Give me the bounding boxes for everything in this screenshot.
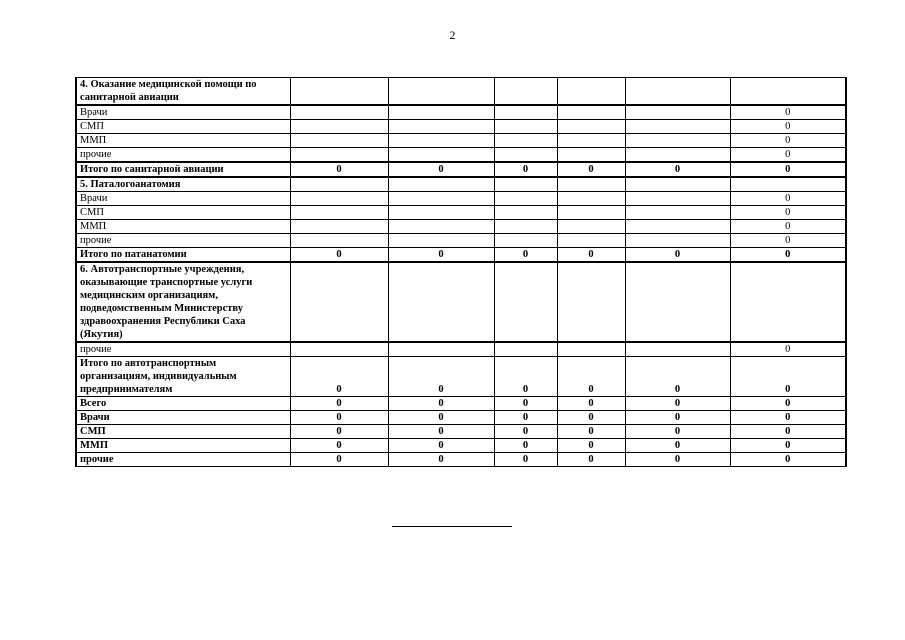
cell-value: 0 bbox=[557, 357, 625, 397]
cell-value bbox=[557, 177, 625, 192]
cell-value bbox=[625, 148, 730, 163]
cell-value: 0 bbox=[388, 248, 494, 263]
cell-value bbox=[494, 262, 557, 342]
row-label: ММП bbox=[76, 439, 290, 453]
table-row bbox=[76, 105, 846, 120]
row-label: СМП bbox=[76, 120, 290, 134]
cell-value: 0 bbox=[557, 439, 625, 453]
cell-value bbox=[625, 177, 730, 192]
cell-value bbox=[494, 105, 557, 120]
row-label: 5. Паталогоанатомия bbox=[76, 177, 290, 192]
cell-value: 0 bbox=[730, 411, 846, 425]
cell-value: 0 bbox=[290, 425, 388, 439]
cell-value bbox=[557, 134, 625, 148]
cell-value: 0 bbox=[494, 411, 557, 425]
table-row bbox=[76, 411, 846, 425]
cell-value bbox=[625, 262, 730, 342]
cell-value bbox=[494, 234, 557, 248]
cell-value bbox=[494, 78, 557, 106]
cell-value bbox=[625, 206, 730, 220]
cell-value bbox=[388, 105, 494, 120]
cell-value bbox=[388, 206, 494, 220]
cell-value bbox=[625, 220, 730, 234]
cell-value bbox=[557, 148, 625, 163]
row-label: СМП bbox=[76, 206, 290, 220]
cell-value bbox=[730, 177, 846, 192]
cell-value: 0 bbox=[290, 162, 388, 177]
cell-value bbox=[290, 105, 388, 120]
table-row bbox=[76, 262, 846, 342]
row-label: Врачи bbox=[76, 192, 290, 206]
table-row bbox=[76, 357, 846, 397]
row-label: прочие bbox=[76, 453, 290, 467]
cell-value bbox=[290, 120, 388, 134]
cell-value: 0 bbox=[625, 439, 730, 453]
cell-value bbox=[557, 105, 625, 120]
cell-value: 0 bbox=[290, 397, 388, 411]
row-label: Итого по санитарной авиации bbox=[76, 162, 290, 177]
cell-value bbox=[290, 206, 388, 220]
cell-value: 0 bbox=[730, 148, 846, 163]
cell-value bbox=[290, 134, 388, 148]
cell-value: 0 bbox=[494, 425, 557, 439]
cell-value: 0 bbox=[388, 425, 494, 439]
cell-value: 0 bbox=[557, 162, 625, 177]
row-label: 6. Автотранспортные учреждения, оказывающие транспортные услуги медицинским организациям, подведомственным Министерству здравоохранения Республики Саха (Якутия) bbox=[76, 262, 290, 342]
cell-value: 0 bbox=[730, 248, 846, 263]
cell-value bbox=[494, 192, 557, 206]
table-row bbox=[76, 453, 846, 467]
table-row bbox=[76, 248, 846, 263]
row-label: Всего bbox=[76, 397, 290, 411]
cell-value: 0 bbox=[730, 192, 846, 206]
cell-value bbox=[557, 120, 625, 134]
cell-value bbox=[290, 342, 388, 357]
cell-value bbox=[730, 78, 846, 106]
cell-value: 0 bbox=[388, 453, 494, 467]
row-label: ММП bbox=[76, 220, 290, 234]
table-row bbox=[76, 177, 846, 192]
cell-value: 0 bbox=[730, 162, 846, 177]
cell-value bbox=[290, 78, 388, 106]
cell-value bbox=[290, 234, 388, 248]
cell-value: 0 bbox=[625, 397, 730, 411]
cell-value: 0 bbox=[625, 357, 730, 397]
cell-value: 0 bbox=[290, 248, 388, 263]
cell-value bbox=[388, 192, 494, 206]
closing-rule bbox=[392, 526, 512, 527]
table-row bbox=[76, 425, 846, 439]
row-label: Врачи bbox=[76, 411, 290, 425]
table-row bbox=[76, 439, 846, 453]
row-label: СМП bbox=[76, 425, 290, 439]
row-label: Итого по патанатомии bbox=[76, 248, 290, 263]
table-row bbox=[76, 206, 846, 220]
cell-value: 0 bbox=[557, 425, 625, 439]
cell-value: 0 bbox=[730, 220, 846, 234]
cell-value: 0 bbox=[730, 439, 846, 453]
cell-value: 0 bbox=[557, 397, 625, 411]
row-label: Итого по автотранспортным организациям, индивидуальным предпринимателям bbox=[76, 357, 290, 397]
cell-value bbox=[494, 342, 557, 357]
cell-value bbox=[557, 234, 625, 248]
cell-value bbox=[388, 220, 494, 234]
cell-value bbox=[625, 78, 730, 106]
cell-value bbox=[388, 234, 494, 248]
page-number: 2 bbox=[449, 28, 456, 42]
row-label: 4. Оказание медицинской помощи по санитарной авиации bbox=[76, 78, 290, 106]
cell-value: 0 bbox=[557, 248, 625, 263]
cell-value: 0 bbox=[730, 342, 846, 357]
table-row bbox=[76, 162, 846, 177]
cell-value: 0 bbox=[730, 105, 846, 120]
cell-value bbox=[388, 78, 494, 106]
cell-value bbox=[557, 192, 625, 206]
cell-value: 0 bbox=[388, 162, 494, 177]
cell-value: 0 bbox=[730, 357, 846, 397]
row-label: прочие bbox=[76, 234, 290, 248]
cell-value bbox=[625, 342, 730, 357]
cell-value: 0 bbox=[494, 439, 557, 453]
table-row bbox=[76, 192, 846, 206]
cell-value bbox=[388, 120, 494, 134]
cell-value: 0 bbox=[290, 411, 388, 425]
cell-value bbox=[388, 134, 494, 148]
cell-value: 0 bbox=[388, 411, 494, 425]
cell-value bbox=[557, 78, 625, 106]
cell-value: 0 bbox=[388, 439, 494, 453]
cell-value bbox=[625, 134, 730, 148]
cell-value bbox=[557, 262, 625, 342]
cell-value: 0 bbox=[625, 248, 730, 263]
cell-value: 0 bbox=[290, 357, 388, 397]
table-row bbox=[76, 134, 846, 148]
cell-value: 0 bbox=[730, 234, 846, 248]
cell-value: 0 bbox=[494, 248, 557, 263]
cell-value bbox=[557, 206, 625, 220]
cell-value bbox=[625, 120, 730, 134]
cell-value bbox=[494, 220, 557, 234]
cell-value: 0 bbox=[557, 453, 625, 467]
cell-value bbox=[388, 262, 494, 342]
cell-value bbox=[290, 177, 388, 192]
cell-value bbox=[388, 177, 494, 192]
cell-value: 0 bbox=[290, 453, 388, 467]
table-row bbox=[76, 342, 846, 357]
cell-value bbox=[290, 192, 388, 206]
row-label: ММП bbox=[76, 134, 290, 148]
cell-value bbox=[494, 177, 557, 192]
cell-value bbox=[290, 262, 388, 342]
row-label: Врачи bbox=[76, 105, 290, 120]
cell-value: 0 bbox=[625, 411, 730, 425]
cell-value: 0 bbox=[625, 453, 730, 467]
cell-value bbox=[388, 148, 494, 163]
cell-value bbox=[290, 148, 388, 163]
table-body bbox=[76, 78, 846, 467]
cell-value: 0 bbox=[625, 425, 730, 439]
cell-value: 0 bbox=[388, 397, 494, 411]
table-row bbox=[76, 234, 846, 248]
table-row bbox=[76, 120, 846, 134]
cell-value: 0 bbox=[730, 453, 846, 467]
cell-value bbox=[557, 220, 625, 234]
cell-value bbox=[494, 148, 557, 163]
cell-value: 0 bbox=[290, 439, 388, 453]
row-label: прочие bbox=[76, 342, 290, 357]
cell-value bbox=[625, 192, 730, 206]
cell-value: 0 bbox=[730, 134, 846, 148]
cell-value: 0 bbox=[494, 397, 557, 411]
table-row bbox=[76, 78, 846, 106]
cell-value: 0 bbox=[730, 425, 846, 439]
cell-value bbox=[625, 105, 730, 120]
cell-value bbox=[730, 262, 846, 342]
cell-value: 0 bbox=[494, 357, 557, 397]
cell-value: 0 bbox=[494, 162, 557, 177]
cell-value bbox=[494, 206, 557, 220]
cell-value bbox=[625, 234, 730, 248]
table-row bbox=[76, 397, 846, 411]
cell-value: 0 bbox=[557, 411, 625, 425]
cell-value bbox=[494, 120, 557, 134]
cell-value: 0 bbox=[388, 357, 494, 397]
cell-value: 0 bbox=[730, 397, 846, 411]
cell-value: 0 bbox=[730, 120, 846, 134]
cell-value bbox=[494, 134, 557, 148]
cell-value: 0 bbox=[730, 206, 846, 220]
cell-value: 0 bbox=[625, 162, 730, 177]
cell-value bbox=[290, 220, 388, 234]
cell-value: 0 bbox=[494, 453, 557, 467]
table-row bbox=[76, 148, 846, 163]
table-row bbox=[76, 220, 846, 234]
cell-value bbox=[388, 342, 494, 357]
cell-value bbox=[557, 342, 625, 357]
staffing-table bbox=[75, 77, 847, 467]
row-label: прочие bbox=[76, 148, 290, 163]
